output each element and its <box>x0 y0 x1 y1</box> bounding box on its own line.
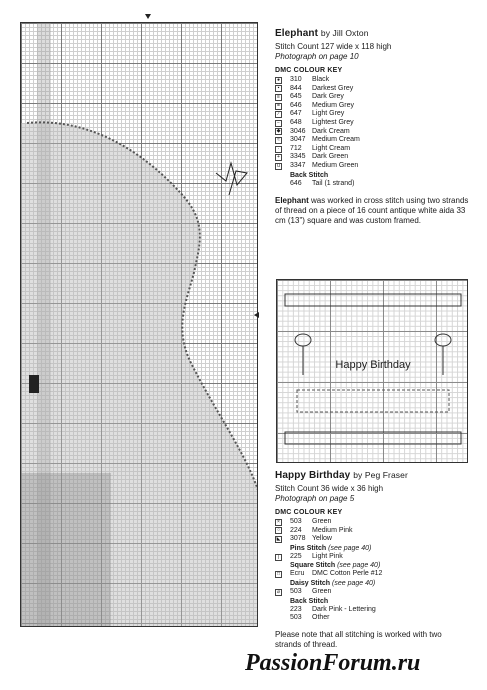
designer-credit: by Jill Oxton <box>320 28 369 38</box>
center-marker-arrow <box>254 312 259 318</box>
thread-code: 712 <box>290 144 302 152</box>
colour-key-list <box>275 76 475 171</box>
thread-name: Green <box>312 518 332 525</box>
symbol <box>275 180 282 187</box>
square-stitch-heading <box>275 561 475 570</box>
symbol: ○ <box>276 527 281 534</box>
dark-shading <box>21 473 111 627</box>
daisy-stitch-heading <box>275 579 475 588</box>
key-row <box>275 570 475 579</box>
note-lead: Elephant <box>275 196 309 206</box>
thread-name: Light Grey <box>312 110 345 118</box>
symbol: ◆ <box>276 128 281 135</box>
heading-note: (see page 40) <box>332 579 376 587</box>
thread-code: 3046 <box>290 127 306 135</box>
symbol <box>275 606 282 613</box>
thread-code: 3078 <box>290 535 306 543</box>
symbol: × <box>275 519 282 526</box>
key-row <box>275 588 475 597</box>
birthday-note: Please note that all stitching is worked with two strands of thread. <box>275 629 442 649</box>
note-text: was worked in cross stitch using two strands of thread on a piece of 16 count antique white aida 33 cm (13") square and was custom framed. <box>275 196 469 226</box>
symbol: ◣ <box>276 535 281 542</box>
colour-key-heading: DMC COLOUR KEY <box>275 509 343 516</box>
thread-code: Ecru <box>290 570 305 578</box>
thread-name: Dark Grey <box>312 93 344 101</box>
symbol: ∕ <box>275 111 282 118</box>
key-row <box>275 162 475 171</box>
top-border-row <box>285 294 461 306</box>
thread-name: Light Pink <box>312 552 343 560</box>
elephant-pattern <box>21 23 258 627</box>
birthday-chart <box>276 279 468 463</box>
symbol: u <box>275 163 282 170</box>
key-row <box>275 136 475 145</box>
colour-key-heading: DMC COLOUR KEY <box>275 67 343 74</box>
thread-code: 223 <box>290 605 302 613</box>
thread-name: Tail (1 strand) <box>312 179 355 187</box>
flower-motif <box>295 334 311 346</box>
key-row <box>275 128 475 137</box>
backstitch-heading: Back Stitch <box>290 597 329 605</box>
black-stitches <box>29 375 39 393</box>
thread-code: 310 <box>290 76 302 83</box>
chart-lettering: Happy Birthday <box>335 359 411 371</box>
title-text: Happy Birthday <box>275 470 351 481</box>
birthday-title <box>275 470 475 481</box>
thread-code: 3347 <box>290 161 306 169</box>
key-row <box>275 614 475 623</box>
symbol: | <box>275 554 282 561</box>
thread-name: DMC Cotton Perle #12 <box>312 570 383 578</box>
thread-code: 646 <box>290 179 302 187</box>
thread-name: Medium Grey <box>312 101 355 109</box>
key-row <box>275 93 475 102</box>
symbol: = <box>275 103 282 110</box>
motif-row <box>297 390 449 412</box>
key-row <box>275 606 475 615</box>
thread-name: Dark Pink - Lettering <box>312 605 376 613</box>
key-row <box>275 180 475 189</box>
key-row <box>275 153 475 162</box>
pins-stitch-heading <box>275 544 475 553</box>
bottom-border-row <box>285 432 461 444</box>
backstitch-heading: Back Stitch <box>290 171 329 179</box>
elephant-chart <box>20 22 258 627</box>
center-marker-arrow <box>145 14 151 19</box>
birthday-info <box>275 470 475 650</box>
stitch-count: Stitch Count 127 wide x 118 high <box>275 42 392 51</box>
elephant-note <box>275 196 470 226</box>
heading-note: (see page 40) <box>337 562 381 570</box>
thread-name: Dark Cream <box>312 127 350 135</box>
thread-name: Medium Cream <box>312 136 360 144</box>
thread-name: Yellow <box>312 535 332 543</box>
key-row <box>275 145 475 154</box>
thread-code: 646 <box>290 101 302 109</box>
stitch-count: Stitch Count 36 wide x 36 high <box>275 484 384 493</box>
key-row <box>275 85 475 94</box>
symbol: + <box>275 154 282 161</box>
key-row <box>275 518 475 527</box>
thread-code: 844 <box>290 84 302 92</box>
watermark-logo: PassionForum.ru <box>245 650 421 676</box>
thread-name: Other <box>312 614 330 622</box>
tail-backstitch <box>216 163 247 195</box>
thread-code: 224 <box>290 526 302 534</box>
heading-text: Pins Stitch <box>290 544 327 552</box>
symbol: ≡ <box>275 94 282 101</box>
thread-name: Light Cream <box>312 144 351 152</box>
colour-key-list <box>275 518 475 544</box>
designer-credit: by Peg Fraser <box>353 470 408 480</box>
thread-name: Medium Pink <box>312 526 353 534</box>
thread-code: 503 <box>290 518 302 525</box>
symbol: ≈ <box>275 137 282 144</box>
elephant-info <box>275 28 475 226</box>
key-row <box>275 119 475 128</box>
birthday-pattern <box>277 280 468 463</box>
photo-reference: Photograph on page 10 <box>275 52 359 61</box>
symbol: □ <box>276 571 281 578</box>
elephant-title <box>275 28 475 39</box>
symbol: · <box>275 146 282 153</box>
thread-code: 503 <box>290 614 302 622</box>
photo-reference: Photograph on page 5 <box>275 494 355 503</box>
thread-name: Dark Green <box>312 153 349 161</box>
thread-code: 648 <box>290 118 302 126</box>
symbol: − <box>275 120 282 127</box>
key-row <box>275 76 475 85</box>
thread-name: Lightest Grey <box>312 118 354 126</box>
thread-code: 647 <box>290 110 302 118</box>
flower-motif <box>435 334 451 346</box>
heading-note: (see page 40) <box>328 544 372 552</box>
thread-code: 3345 <box>290 153 306 161</box>
title-text: Elephant <box>275 28 319 39</box>
symbol <box>275 615 282 622</box>
thread-name: Medium Green <box>312 161 359 169</box>
thread-name: Darkest Grey <box>312 84 354 92</box>
thread-code: 225 <box>290 552 302 560</box>
thread-code: 645 <box>290 93 302 101</box>
key-row <box>275 102 475 111</box>
symbol: ⌀ <box>276 588 280 595</box>
thread-name: Black <box>312 76 330 83</box>
symbol: ● <box>276 76 281 83</box>
key-row <box>275 527 475 536</box>
symbol: ▪ <box>275 85 282 92</box>
key-row <box>275 110 475 119</box>
thread-code: 503 <box>290 587 302 595</box>
key-row <box>275 553 475 562</box>
heading-text: Square Stitch <box>290 562 336 570</box>
thread-code: 3047 <box>290 136 306 144</box>
heading-text: Daisy Stitch <box>290 579 331 587</box>
key-row <box>275 535 475 544</box>
thread-name: Green <box>312 587 332 595</box>
